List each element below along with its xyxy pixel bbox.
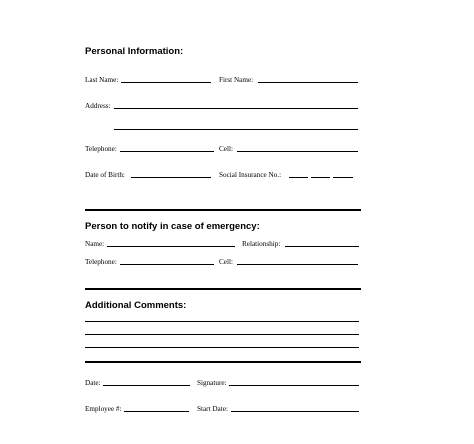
personal-info-heading: Personal Information: xyxy=(85,46,184,57)
emergency-contact-heading: Person to notify in case of emergency: xyxy=(85,221,260,232)
comments-line-2[interactable] xyxy=(85,334,359,335)
employee-number-field[interactable] xyxy=(124,411,189,412)
sin-field-part-1[interactable] xyxy=(289,177,308,178)
date-field[interactable] xyxy=(103,385,190,386)
additional-comments-heading: Additional Comments: xyxy=(85,300,187,311)
date-label: Date: xyxy=(85,379,101,387)
address-field-line-2[interactable] xyxy=(114,129,358,130)
first-name-label: First Name: xyxy=(219,76,254,84)
first-name-field[interactable] xyxy=(258,82,358,83)
emergency-cell-field[interactable] xyxy=(237,264,358,265)
last-name-field[interactable] xyxy=(121,82,211,83)
relationship-field[interactable] xyxy=(285,246,359,247)
date-of-birth-label: Date of Birth: xyxy=(85,171,125,179)
emergency-telephone-label: Telephone: xyxy=(85,258,117,266)
date-of-birth-field[interactable] xyxy=(131,177,211,178)
signature-label: Signature: xyxy=(197,379,227,387)
telephone-label: Telephone: xyxy=(85,145,117,153)
comments-line-1[interactable] xyxy=(85,321,359,322)
start-date-label: Start Date: xyxy=(197,405,228,413)
sin-field-part-2[interactable] xyxy=(311,177,330,178)
emergency-cell-label: Cell: xyxy=(219,258,233,266)
emergency-name-field[interactable] xyxy=(107,246,235,247)
emergency-name-label: Name: xyxy=(85,240,105,248)
signature-field[interactable] xyxy=(229,385,359,386)
sin-field-part-3[interactable] xyxy=(333,177,353,178)
relationship-label: Relationship: xyxy=(242,240,281,248)
section-divider xyxy=(85,361,361,363)
employee-number-label: Employee #: xyxy=(85,405,122,413)
emergency-telephone-field[interactable] xyxy=(120,264,214,265)
sin-label: Social Insurance No.: xyxy=(219,171,282,179)
cell-field[interactable] xyxy=(237,151,358,152)
section-divider xyxy=(85,209,361,211)
telephone-field[interactable] xyxy=(120,151,214,152)
address-field-line-1[interactable] xyxy=(114,108,358,109)
comments-line-3[interactable] xyxy=(85,347,359,348)
cell-label: Cell: xyxy=(219,145,233,153)
address-label: Address: xyxy=(85,102,111,110)
last-name-label: Last Name: xyxy=(85,76,119,84)
section-divider xyxy=(85,288,361,290)
start-date-field[interactable] xyxy=(231,411,359,412)
